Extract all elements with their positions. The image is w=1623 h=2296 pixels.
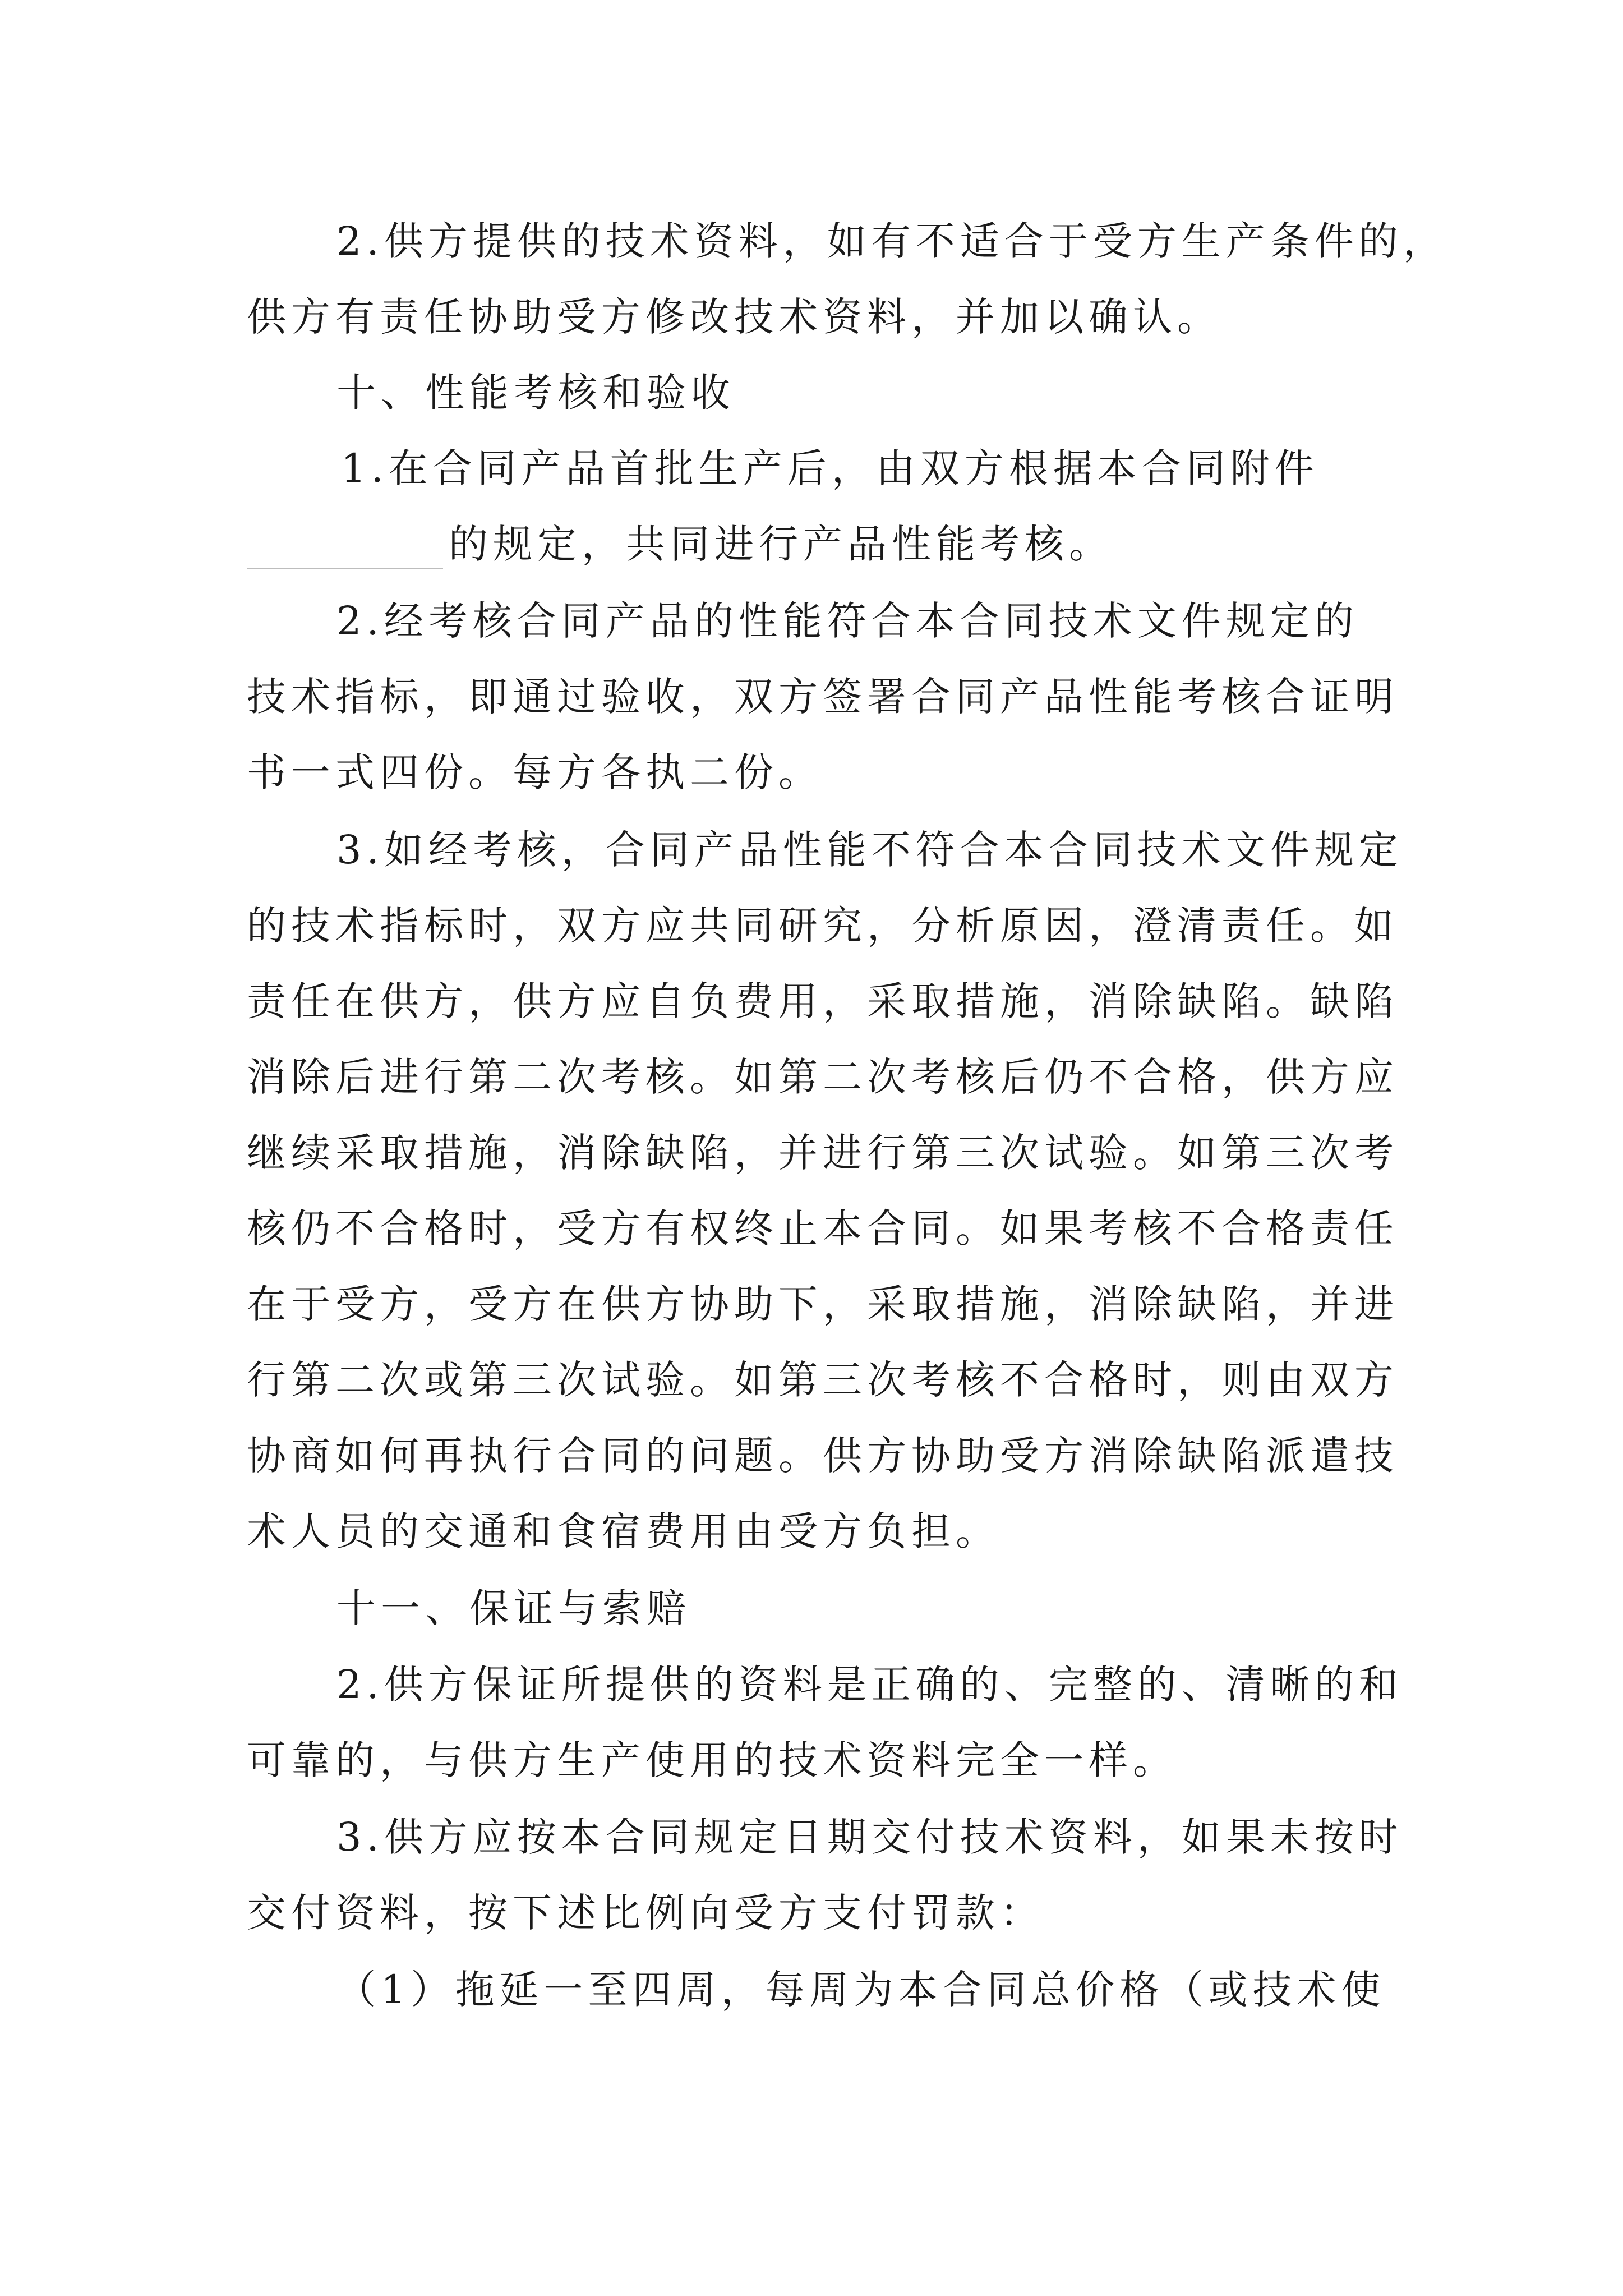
section-heading: 十、性能考核和验收 bbox=[336, 370, 735, 416]
paragraph-line: 3.供方应按本合同规定日期交付技术资料，如果未按时 bbox=[336, 1814, 1403, 1860]
paragraph-line: 交付资料，按下述比例向受方支付罚款： bbox=[247, 1890, 1044, 1936]
paragraph-line: 在于受方，受方在供方协助下，采取措施，消除缺陷，并进 bbox=[247, 1281, 1399, 1327]
paragraph-line: 协商如何再执行合同的问题。供方协助受方消除缺陷派遣技 bbox=[247, 1433, 1399, 1479]
paragraph-line: 书一式四份。每方各执二份。 bbox=[247, 749, 823, 795]
paragraph-line: 1.在合同产品首批生产后，由双方根据本合同附件 bbox=[341, 445, 1319, 491]
paragraph-line: 消除后进行第二次考核。如第二次考核后仍不合格，供方应 bbox=[247, 1054, 1399, 1100]
fill-in-blank bbox=[247, 568, 443, 569]
paragraph-line: 2.供方提供的技术资料，如有不适合于受方生产条件的， bbox=[336, 218, 1447, 264]
paragraph-line: 核仍不合格时，受方有权终止本合同。如果考核不合格责任 bbox=[247, 1205, 1399, 1251]
paragraph-line: 术人员的交通和食宿费用由受方负担。 bbox=[247, 1508, 1000, 1554]
paragraph-line: 技术指标，即通过验收，双方签署合同产品性能考核合证明 bbox=[247, 674, 1399, 720]
paragraph-line: 2.供方保证所提供的资料是正确的、完整的、清晰的和 bbox=[336, 1662, 1403, 1708]
paragraph-line: 责任在供方，供方应自负费用，采取措施，消除缺陷。缺陷 bbox=[247, 978, 1399, 1024]
paragraph-line: 的规定，共同进行产品性能考核。 bbox=[449, 521, 1113, 567]
section-heading: 十一、保证与索赔 bbox=[336, 1585, 691, 1631]
list-item: （1）拖延一至四周，每周为本合同总价格（或技术使 bbox=[336, 1967, 1386, 2013]
paragraph-line: 可靠的，与供方生产使用的技术资料完全一样。 bbox=[247, 1737, 1177, 1783]
paragraph-line: 3.如经考核，合同产品性能不符合本合同技术文件规定 bbox=[336, 827, 1403, 873]
paragraph-line: 继续采取措施，消除缺陷，并进行第三次试验。如第三次考 bbox=[247, 1130, 1399, 1176]
paragraph-line: 2.经考核合同产品的性能符合本合同技术文件规定的 bbox=[336, 598, 1359, 644]
paragraph-line: 供方有责任协助受方修改技术资料，并加以确认。 bbox=[247, 294, 1221, 340]
paragraph-line: 行第二次或第三次试验。如第三次考核不合格时，则由双方 bbox=[247, 1357, 1399, 1403]
paragraph-line: 的技术指标时，双方应共同研究，分析原因，澄清责任。如 bbox=[247, 903, 1399, 949]
